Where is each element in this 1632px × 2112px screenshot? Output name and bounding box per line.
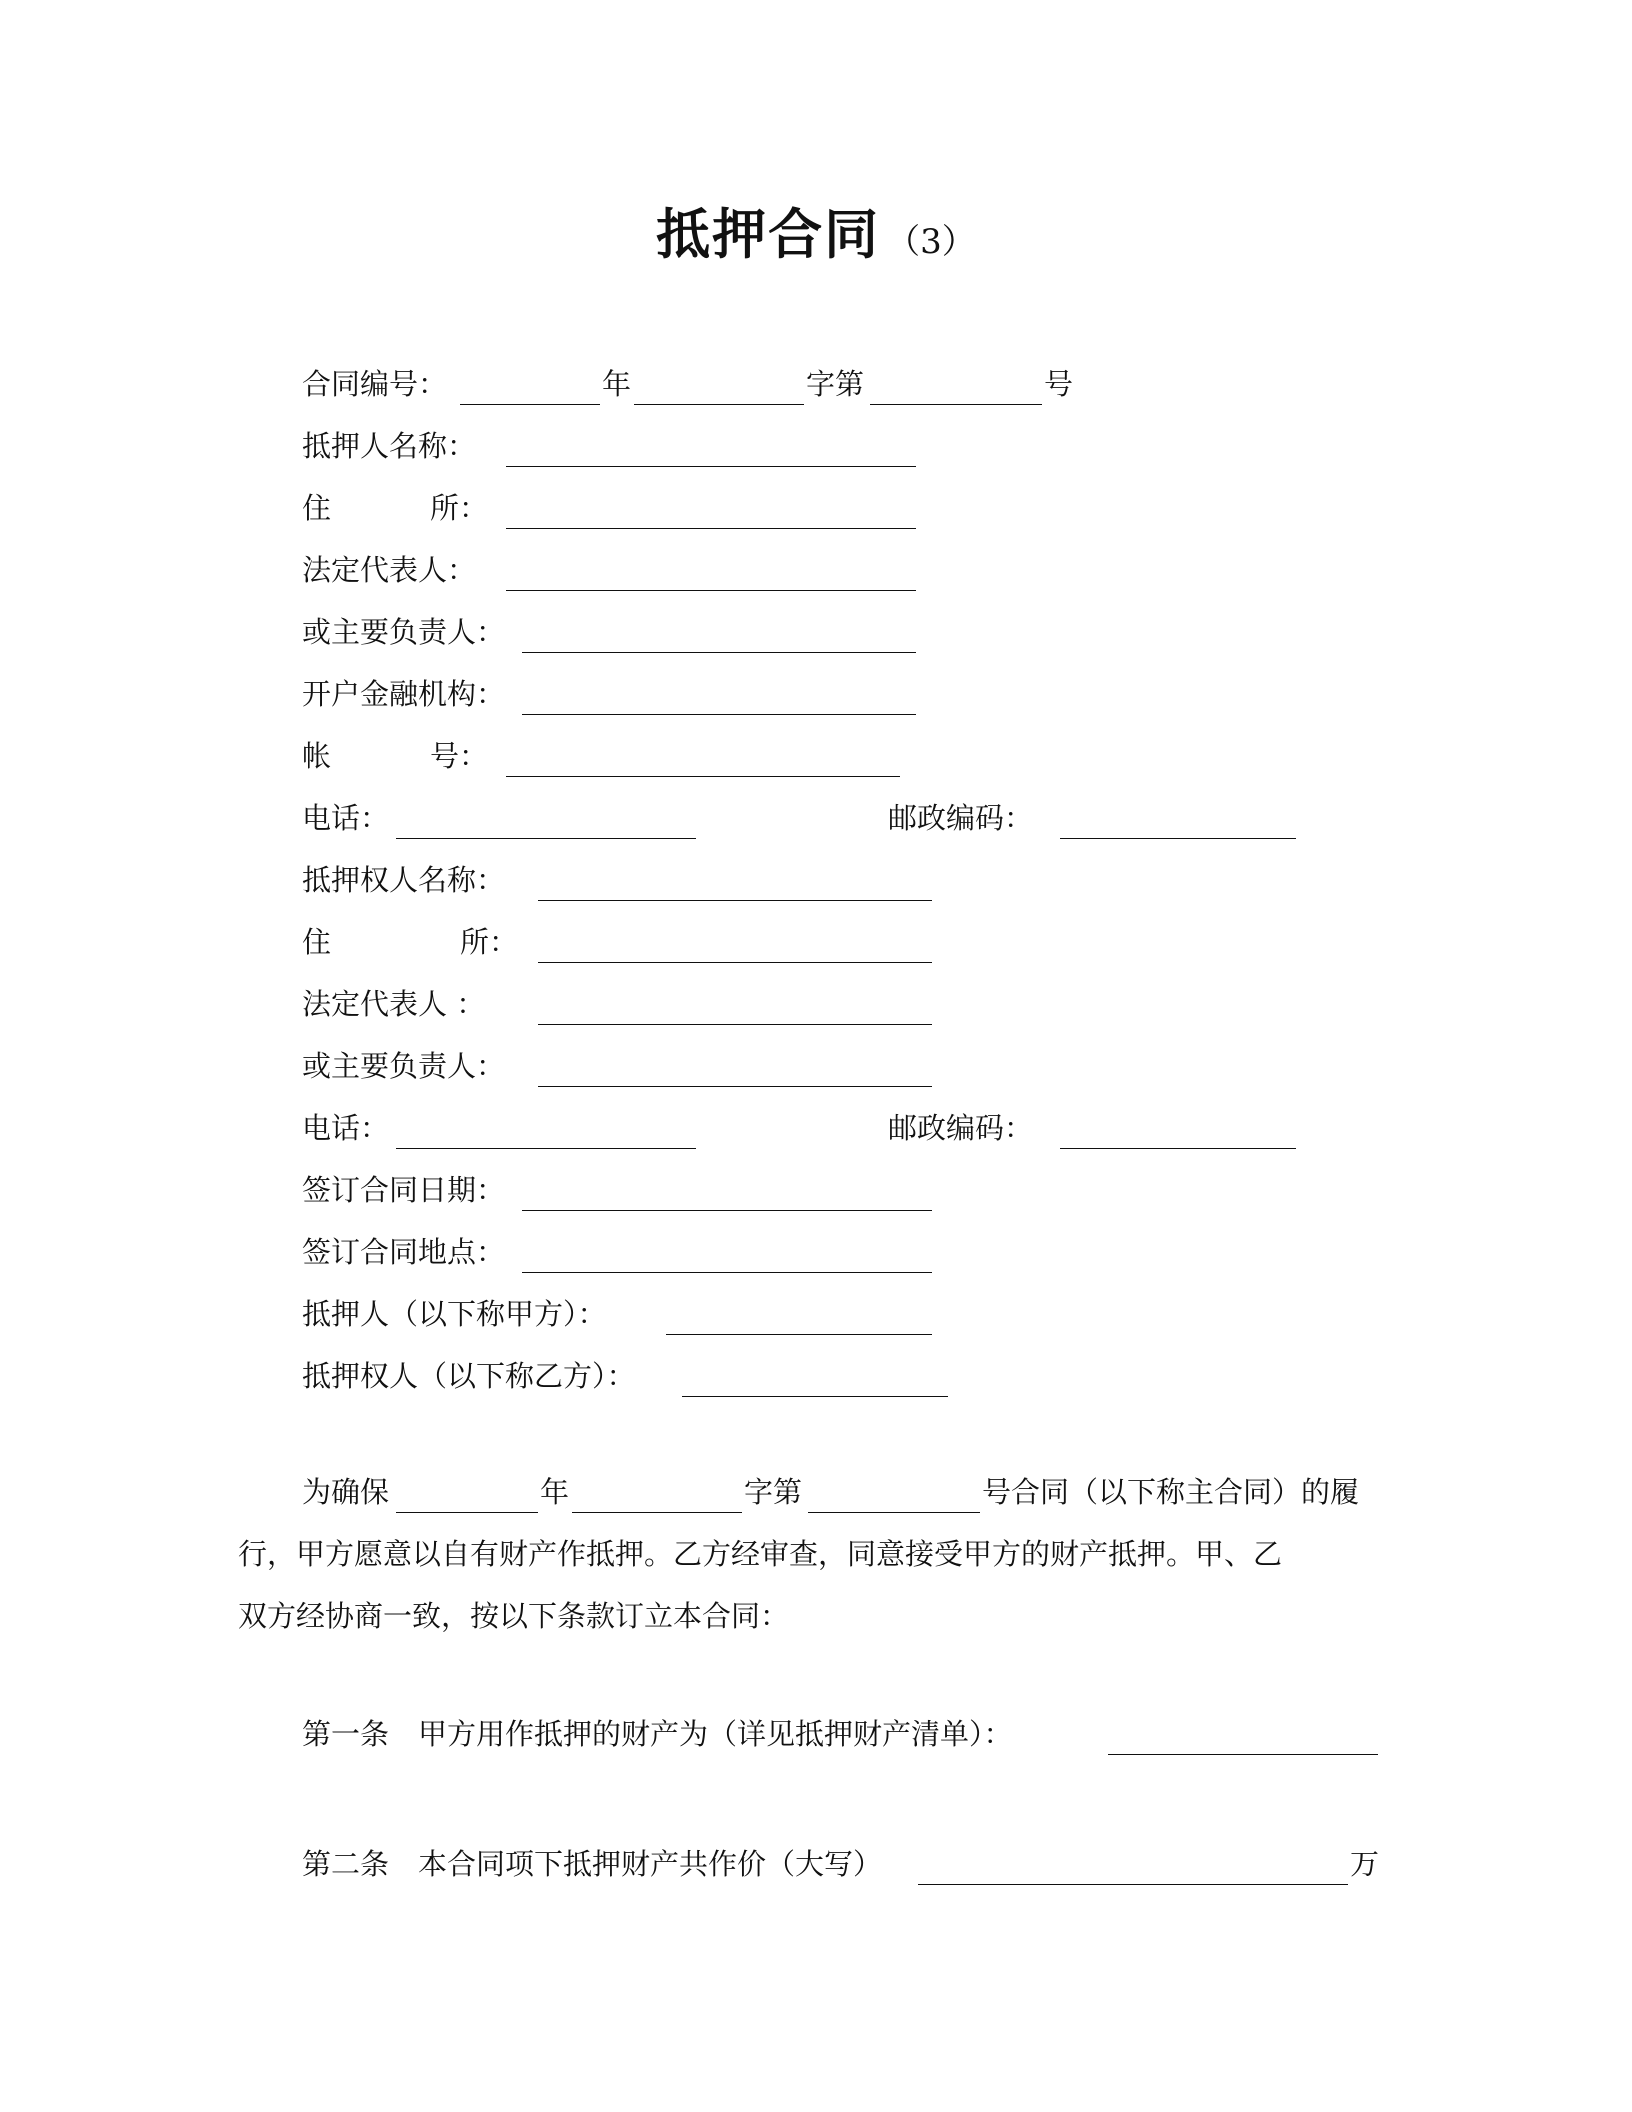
preamble-text-line3: 双方经协商一致，按以下条款订立本合同： [238, 1599, 790, 1633]
mortgagee-phone-label: 电话： [302, 1111, 390, 1145]
preamble-text-d: 号合同（以下称主合同）的履 [982, 1475, 1360, 1509]
article-2-row [0, 1840, 1632, 1888]
sign-place-label: 签订合同地点： [302, 1235, 506, 1269]
mortgagor-bank-label: 开户金融机构： [302, 677, 506, 711]
mortgagee-phone-row [0, 1104, 1632, 1152]
preamble-text-line2: 行，甲方愿意以自有财产作抵押。乙方经审查，同意接受甲方的财产抵押。甲、乙 [238, 1537, 1283, 1571]
preamble-text-b: 年 [540, 1475, 570, 1509]
mortgagee-phone-blank[interactable] [396, 1148, 696, 1149]
mortgagor-account-label-a: 帐 [302, 739, 332, 773]
mortgagor-address-blank[interactable] [506, 528, 916, 529]
party-a-label: 抵押人（以下称甲方）： [302, 1297, 607, 1331]
mortgagee-name-row [0, 856, 1632, 904]
mortgagee-principal-row [0, 1042, 1632, 1090]
mortgagee-name-label: 抵押权人名称： [302, 863, 506, 897]
mortgagor-account-row [0, 732, 1632, 780]
mortgagor-principal-row [0, 608, 1632, 656]
party-a-row [0, 1290, 1632, 1338]
mortgagor-phone-row [0, 794, 1632, 842]
preamble-year-blank[interactable] [396, 1512, 538, 1513]
mortgagor-address-label-b: 所： [430, 491, 489, 525]
sign-place-blank[interactable] [522, 1272, 932, 1273]
mortgagor-address-row [0, 484, 1632, 532]
mortgagee-legal-rep-label: 法定代表人 ： [302, 987, 486, 1021]
mortgagor-principal-blank[interactable] [522, 652, 916, 653]
article-2-end: 万 [1350, 1847, 1380, 1881]
preamble-text-c: 字第 [744, 1475, 803, 1509]
sign-date-blank[interactable] [522, 1210, 932, 1211]
mortgagor-name-blank[interactable] [506, 466, 916, 467]
contract-number-blank[interactable] [870, 404, 1042, 405]
article-1-row [0, 1710, 1632, 1758]
party-b-label: 抵押权人（以下称乙方）： [302, 1359, 636, 1393]
sign-date-label: 签订合同日期： [302, 1173, 506, 1207]
sign-date-row [0, 1166, 1632, 1214]
mortgagor-principal-label: 或主要负责人： [302, 615, 506, 649]
title-main: 抵押合同 [656, 203, 881, 266]
mortgagor-account-label-b: 号： [430, 739, 489, 773]
preamble-number-blank[interactable] [808, 1512, 980, 1513]
mortgagee-principal-label: 或主要负责人： [302, 1049, 506, 1083]
mortgagor-legal-rep-row [0, 546, 1632, 594]
preamble-char-blank[interactable] [572, 1512, 742, 1513]
mortgagor-legal-rep-blank[interactable] [506, 590, 916, 591]
preamble-line-2 [0, 1530, 1632, 1578]
contract-number-row [0, 360, 1632, 408]
mortgagor-name-label: 抵押人名称： [302, 429, 477, 463]
contract-year-blank[interactable] [460, 404, 600, 405]
sign-place-row [0, 1228, 1632, 1276]
mortgagee-address-row [0, 918, 1632, 966]
mortgagee-address-label-a: 住 [302, 925, 332, 959]
mortgagor-phone-label: 电话： [302, 801, 390, 835]
contract-charno-label: 字第 [806, 367, 865, 401]
mortgagor-phone-blank[interactable] [396, 838, 696, 839]
contract-char-blank[interactable] [634, 404, 804, 405]
mortgagor-legal-rep-label: 法定代表人： [302, 553, 477, 587]
mortgagee-name-blank[interactable] [538, 900, 932, 901]
contract-number-label: 合同编号： [302, 367, 448, 401]
article-1-text: 第一条 甲方用作抵押的财产为（详见抵押财产清单）： [302, 1717, 1013, 1751]
party-a-blank[interactable] [666, 1334, 932, 1335]
preamble-line-3 [0, 1592, 1632, 1640]
mortgagor-bank-row [0, 670, 1632, 718]
contract-no-suffix: 号 [1044, 367, 1074, 401]
party-b-blank[interactable] [682, 1396, 948, 1397]
mortgagee-postcode-blank[interactable] [1060, 1148, 1296, 1149]
mortgagee-legal-rep-row [0, 980, 1632, 1028]
article-2-text: 第二条 本合同项下抵押财产共作价（大写） [302, 1847, 883, 1881]
title-sub: （3） [886, 222, 976, 262]
party-b-row [0, 1352, 1632, 1400]
mortgagor-address-label-a: 住 [302, 491, 332, 525]
mortgagee-address-label-b: 所： [460, 925, 519, 959]
mortgagor-name-row [0, 422, 1632, 470]
mortgagee-legal-rep-blank[interactable] [538, 1024, 932, 1025]
preamble-line-1 [0, 1468, 1632, 1516]
mortgagor-postcode-label: 邮政编码： [888, 801, 1034, 835]
mortgagor-bank-blank[interactable] [522, 714, 916, 715]
article-1-blank[interactable] [1108, 1754, 1378, 1755]
document-title [0, 192, 1632, 269]
preamble-text-a: 为确保 [302, 1475, 390, 1509]
mortgagee-postcode-label: 邮政编码： [888, 1111, 1034, 1145]
contract-year-label: 年 [602, 367, 632, 401]
mortgagee-principal-blank[interactable] [538, 1086, 932, 1087]
mortgagor-account-blank[interactable] [506, 776, 900, 777]
mortgagor-postcode-blank[interactable] [1060, 838, 1296, 839]
mortgagee-address-blank[interactable] [538, 962, 932, 963]
article-2-blank[interactable] [918, 1884, 1348, 1885]
